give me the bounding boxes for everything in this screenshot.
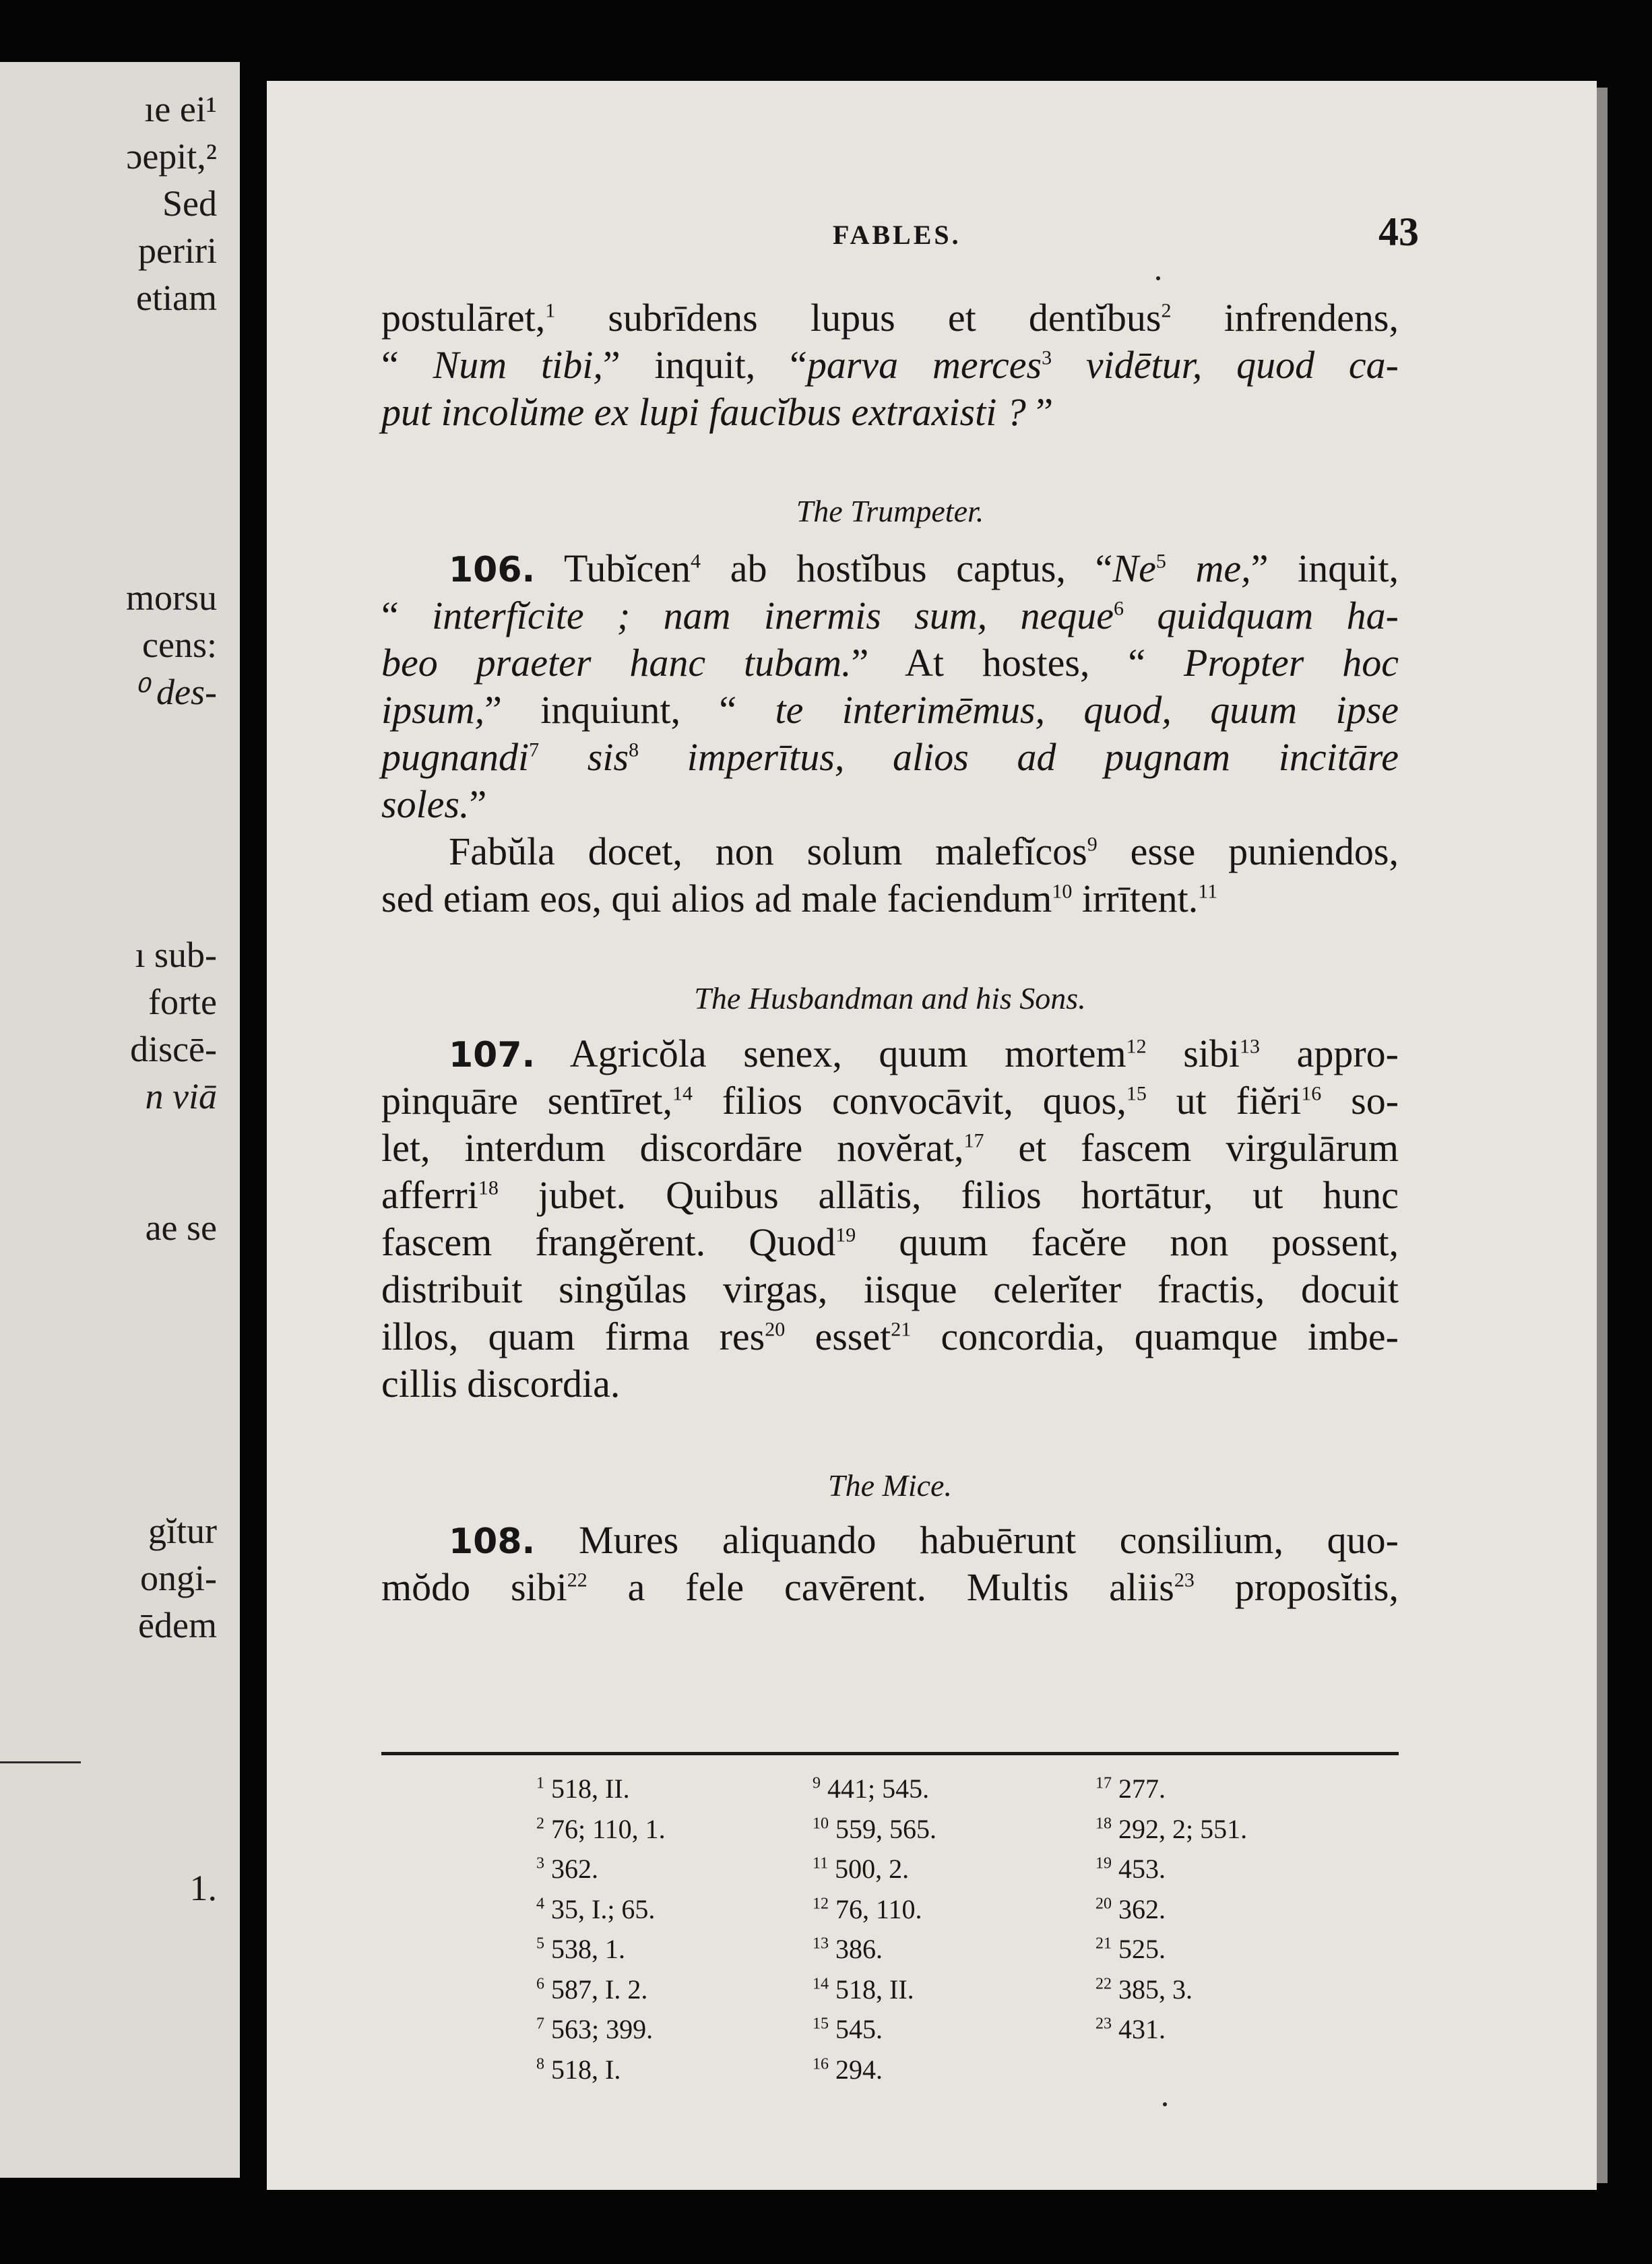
footnote-reference: 76, 110. [835,1893,922,1924]
footnote-number: 22 [1095,1975,1112,1993]
footnote-reference: 538, 1. [551,1934,625,1964]
footnote [536,2050,666,2090]
fable-107-line-1: 107. Agricŏla senex, quum mortem$^{12}$ sibi$^{13}$ appro- [449,1032,1399,1075]
footnote-reference: 35, I.; 65. [551,1893,656,1924]
right-page [267,81,1597,2190]
fable-107-line-7: illos, quam firma res$^{20}$ esset$^{21}$ concordia, quamque imbe- [381,1315,1399,1358]
footnote [813,1929,936,1970]
left-page-fragment: ⁰ des- [132,672,217,712]
footnote [1095,1929,1247,1970]
fable-106-line-6: soles.” [381,782,487,826]
page-speck [1156,276,1160,280]
footnote-number: 9 [813,1774,821,1792]
footnote-rule [381,1752,1399,1755]
footnote-reference: 294. [835,2054,883,2085]
footnote [813,1970,936,2010]
footnote-reference: 453. [1118,1854,1166,1884]
footnote-number: 7 [536,2015,544,2033]
left-page-fragment: morsu [126,577,217,618]
left-page-fragment: ɔepit,² [126,136,217,177]
footnote-number: 21 [1095,1935,1112,1953]
footnote-number: 4 [536,1895,544,1913]
fable-108-line-1: 108. Mures aliquando habuērunt consilium, quo- [449,1518,1399,1562]
footnote-number: 16 [813,2055,829,2073]
footnote-reference: 525. [1118,1934,1166,1964]
footnote-number: 12 [813,1895,829,1913]
left-page-fragment: cens: [142,625,217,665]
footnote-reference: 559, 565. [835,1813,936,1844]
fable-106-line-4: ipsum,” inquiunt, “ te interimēmus, quod, quum ipse [381,688,1399,732]
fable-107-line-6: distribuit singŭlas virgas, iisque celerĭter fractis, docuit [381,1267,1399,1311]
footnotes-column-1 [536,1769,666,2089]
footnote-reference: 545. [835,2014,883,2044]
footnotes-column-2 [813,1769,936,2089]
footnote-number: 5 [536,1935,544,1953]
fable-107-number: 107. [449,1035,536,1075]
footnote [536,1929,666,1970]
footnote-number: 10 [813,1815,829,1833]
footnote-number: 11 [813,1854,829,1873]
left-page-fragment: ēdem [138,1605,217,1645]
fable-106-moral-line-1: Fabŭla docet, non solum malefĭcos$^9$ esse puniendos, [449,829,1399,873]
fable-106-line-5: pugnandi$^7$ sis$^8$ imperītus, alios ad pugnam incitāre [381,735,1399,779]
page-speck [1163,2102,1167,2106]
footnote [1095,1849,1247,1889]
footnote-reference: 292, 2; 551. [1118,1813,1248,1844]
footnote [1095,1970,1247,2010]
footnote [1095,1769,1247,1809]
footnote-number: 17 [1095,1774,1112,1792]
footnote-number: 2 [536,1815,544,1833]
fable-107-line-5: fascem frangĕrent. Quod$^{19}$ quum facĕre non possent, [381,1220,1399,1264]
fable-106-heading: The Trumpeter. [796,494,984,528]
footnote-number: 18 [1095,1815,1112,1833]
footnote [813,2009,936,2050]
book-gutter [240,0,267,2264]
footnote-reference: 277. [1118,1773,1166,1804]
footnote [1095,2009,1247,2050]
footnote [536,1970,666,2010]
footnote-reference: 563; 399. [551,2014,654,2044]
left-facing-page [0,62,240,2178]
footnote-reference: 518, II. [551,1773,630,1804]
footnote [1095,1809,1247,1850]
footnote-number: 13 [813,1935,829,1953]
footnote-number: 19 [1095,1854,1112,1873]
left-page-fragment: periri [138,230,217,271]
footnote-reference: 431. [1118,2014,1166,2044]
left-page-fragment: discē- [130,1029,217,1069]
left-page-footnote-rule [0,1761,81,1763]
left-page-fragment: etiam [136,278,217,318]
footnote [536,1849,666,1889]
page-edge-shadow [1597,88,1608,2183]
intro-line-1: postulāret,$^1$ subrīdens lupus et dentĭbus$^2$ infrendens, [381,296,1399,340]
footnote-reference: 362. [551,1854,598,1884]
footnote [813,1769,936,1809]
fable-106-number: 106. [449,550,536,590]
fable-106-line-1: 106. Tubĭcen$^4$ ab hostĭbus captus, “Ne$^5$ me,” inquit, [449,546,1399,590]
fable-107-line-4: afferri$^{18}$ jubet. Quibus allātis, filios hortātur, ut hunc [381,1173,1399,1217]
left-page-fragment: gĭtur [148,1511,217,1551]
footnote [536,1769,666,1809]
footnote-reference: 76; 110, 1. [551,1813,666,1844]
fable-108-heading: The Mice. [828,1468,952,1503]
footnote [1095,1889,1247,1930]
footnote [536,1809,666,1850]
fable-106-moral-line-2: sed etiam eos, qui alios ad male faciendum$^{10}$ irrītent.$^{11}$ [381,877,1218,920]
footnote-reference: 386. [835,1934,883,1964]
footnote-reference: 362. [1118,1893,1166,1924]
footnote-number: 3 [536,1854,544,1873]
left-page-fragment: ıe ei¹ [144,89,217,129]
fable-106-line-3: beo praeter hanc tubam.” At hostes, “ Propter hoc [381,641,1399,685]
footnote-number: 14 [813,1975,829,1993]
footnote-reference: 518, II. [835,1974,914,2005]
footnote-reference: 518, I. [551,2054,621,2085]
footnote-number: 6 [536,1975,544,1993]
fable-107-line-2: pinquāre sentīret,$^{14}$ filios convocāvit, quos,$^{15}$ ut fiĕri$^{16}$ so- [381,1079,1399,1123]
footnote [536,1889,666,1930]
left-page-fragment: n viā [145,1076,217,1117]
footnote-number: 15 [813,2015,829,2033]
footnote [813,1809,936,1850]
fable-106-line-2: “ interfĭcite ; nam inermis sum, neque$^6$ quidquam ha- [381,594,1399,637]
footnotes-column-3 [1095,1769,1247,2050]
footnote-number: 23 [1095,2015,1112,2033]
footnote-number: 20 [1095,1895,1112,1913]
page-number: 43 [1378,210,1419,254]
fable-107-line-8: cillis discordia. [381,1362,621,1406]
footnote-reference: 441; 545. [827,1773,930,1804]
footnote-number: 1 [536,1774,544,1792]
footnote [813,1889,936,1930]
running-head: FABLES. [833,220,961,250]
fable-108-number: 108. [449,1521,536,1562]
fable-108-line-2: mŏdo sibi$^{22}$ a fele cavērent. Multis aliis$^{23}$ proposĭtis, [381,1565,1399,1609]
left-page-fragment: 1. [189,1868,217,1908]
footnote [536,2009,666,2050]
footnote [813,2050,936,2090]
left-page-fragment: Sed [162,183,217,224]
left-page-fragment: ae se [145,1207,217,1248]
fable-107-line-3: let, interdum discordāre novĕrat,$^{17}$ et fascem virgulārum [381,1126,1399,1170]
intro-line-2: “ Num tibi,” inquit, “parva merces$^3$ vidētur, quod ca- [381,343,1399,387]
intro-line-3: put incolŭme ex lupi faucĭbus extraxisti ? ” [381,390,1054,434]
left-page-fragment: ongi- [140,1558,217,1598]
left-page-fragment: ı sub- [135,935,217,975]
footnote [813,1849,936,1889]
footnote-number: 8 [536,2055,544,2073]
footnote-reference: 385, 3. [1118,1974,1193,2005]
footnote-reference: 500, 2. [835,1854,910,1884]
footnote-reference: 587, I. 2. [551,1974,648,2005]
fable-107-heading: The Husbandman and his Sons. [694,981,1086,1015]
left-page-fragment: forte [148,982,217,1022]
